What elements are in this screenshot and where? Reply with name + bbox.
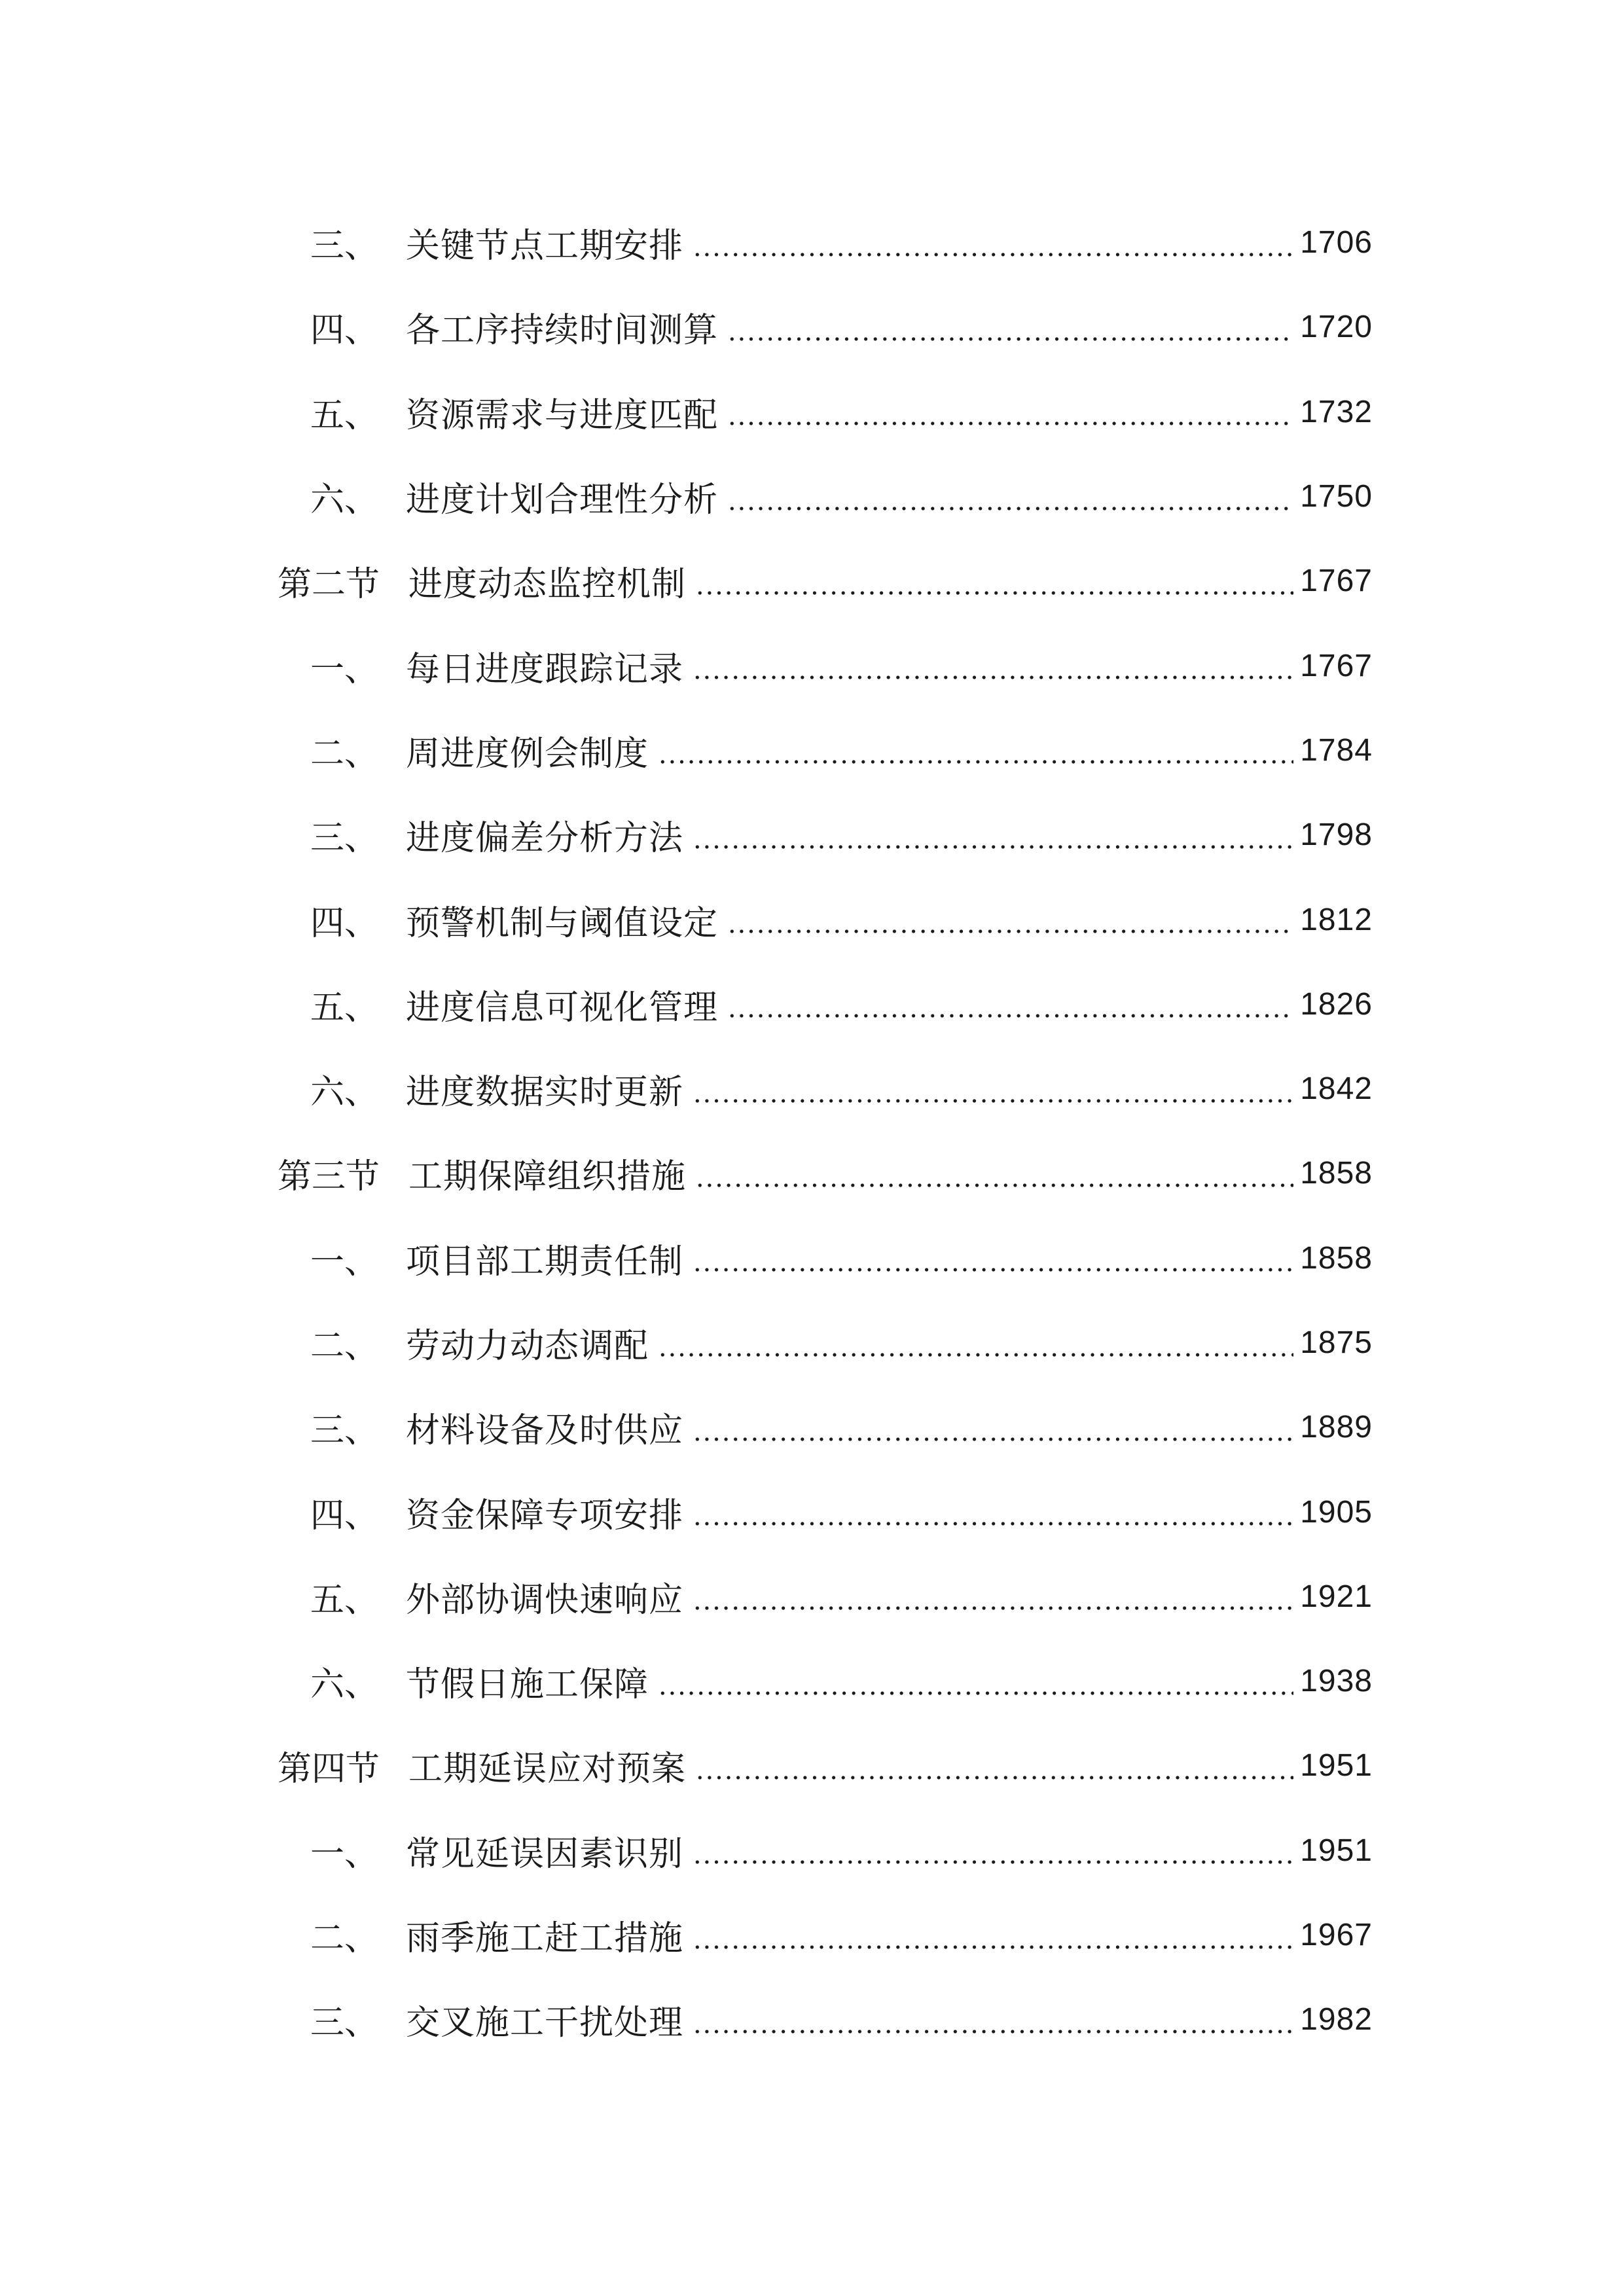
toc-entry-title: 项目部工期责任制 bbox=[406, 1242, 684, 1282]
dot-leader bbox=[727, 507, 1293, 511]
toc-section-title: 进度动态监控机制 bbox=[408, 565, 687, 605]
toc-entry[interactable] bbox=[0, 793, 1624, 877]
toc-entry-page: 1732 bbox=[1300, 394, 1373, 429]
toc-entry-title: 进度数据实时更新 bbox=[406, 1073, 684, 1113]
toc-entry-number: 一、 bbox=[310, 1834, 379, 1874]
toc-entry-page: 1826 bbox=[1300, 986, 1373, 1022]
dot-leader bbox=[658, 1691, 1293, 1695]
toc-entry-page: 1875 bbox=[1300, 1325, 1373, 1360]
toc-entry-title: 关键节点工期安排 bbox=[406, 226, 684, 266]
toc-entry-number: 四、 bbox=[310, 903, 379, 943]
toc-section-title: 工期保障组织措施 bbox=[408, 1157, 687, 1197]
toc-entry-number: 二、 bbox=[310, 1327, 379, 1366]
toc-entry[interactable] bbox=[0, 285, 1624, 369]
dot-leader bbox=[693, 845, 1293, 849]
toc-entry-number: 一、 bbox=[310, 649, 379, 689]
toc-entry-title: 劳动力动态调配 bbox=[406, 1327, 649, 1366]
dot-leader bbox=[693, 1099, 1293, 1103]
dot-leader bbox=[727, 337, 1293, 341]
toc-entry-number: 三、 bbox=[310, 2003, 379, 2043]
toc-entry-title: 常见延误因素识别 bbox=[406, 1834, 684, 1874]
toc-entry-number: 五、 bbox=[310, 988, 379, 1028]
dot-leader bbox=[693, 1437, 1293, 1441]
dot-leader bbox=[695, 591, 1293, 595]
toc-entry-page: 1750 bbox=[1300, 479, 1373, 514]
toc-entry-page: 1951 bbox=[1300, 1833, 1373, 1868]
toc-entry-title: 节假日施工保障 bbox=[406, 1665, 649, 1705]
toc-entry-page: 1858 bbox=[1300, 1156, 1373, 1191]
toc-entry-page: 1767 bbox=[1300, 648, 1373, 683]
toc-entry-page: 1967 bbox=[1300, 1918, 1373, 1953]
toc-entry-page: 1889 bbox=[1300, 1410, 1373, 1445]
dot-leader bbox=[693, 1522, 1293, 1526]
toc-section-number: 第四节 bbox=[278, 1749, 380, 1789]
dot-leader bbox=[693, 1268, 1293, 1272]
toc-entry[interactable] bbox=[0, 200, 1624, 285]
toc-entry-title: 外部协调快速响应 bbox=[406, 1580, 684, 1620]
toc-entry-page: 1842 bbox=[1300, 1071, 1373, 1107]
toc-entry-title: 进度信息可视化管理 bbox=[406, 988, 719, 1028]
toc-entry[interactable] bbox=[0, 1808, 1624, 1893]
toc-entry-title: 每日进度跟踪记录 bbox=[406, 649, 684, 689]
toc-entry[interactable] bbox=[0, 1554, 1624, 1639]
toc-entry-page: 1767 bbox=[1300, 564, 1373, 599]
dot-leader bbox=[658, 760, 1293, 764]
dot-leader bbox=[693, 675, 1293, 679]
toc-entry-number: 五、 bbox=[310, 395, 379, 435]
toc-entry-number: 三、 bbox=[310, 1411, 379, 1451]
toc-entry-title: 预警机制与阈值设定 bbox=[406, 903, 719, 943]
toc-entry-number: 三、 bbox=[310, 819, 379, 859]
dot-leader bbox=[693, 1945, 1293, 1949]
toc-entry-number: 六、 bbox=[310, 1073, 379, 1113]
toc-entry[interactable] bbox=[0, 1893, 1624, 1977]
toc-entry-title: 各工序持续时间测算 bbox=[406, 311, 719, 351]
toc-entry-number: 四、 bbox=[310, 1496, 379, 1535]
toc-entry-number: 二、 bbox=[310, 1919, 379, 1959]
dot-leader bbox=[695, 1776, 1293, 1780]
toc-entry-page: 1812 bbox=[1300, 902, 1373, 937]
toc-entry-page: 1706 bbox=[1300, 225, 1373, 260]
dot-leader bbox=[727, 929, 1293, 933]
toc-section-entry[interactable] bbox=[0, 539, 1624, 623]
dot-leader bbox=[693, 253, 1293, 257]
toc-entry[interactable] bbox=[0, 454, 1624, 539]
toc-entry[interactable] bbox=[0, 370, 1624, 454]
toc-entry[interactable] bbox=[0, 1047, 1624, 1131]
toc-entry[interactable] bbox=[0, 1469, 1624, 1554]
dot-leader bbox=[693, 1860, 1293, 1864]
toc-entry[interactable] bbox=[0, 623, 1624, 708]
toc-entry-number: 一、 bbox=[310, 1242, 379, 1282]
toc-entry-title: 材料设备及时供应 bbox=[406, 1411, 684, 1451]
toc-entry-page: 1982 bbox=[1300, 2002, 1373, 2037]
toc-entry-page: 1858 bbox=[1300, 1240, 1373, 1276]
toc-entry-page: 1905 bbox=[1300, 1494, 1373, 1530]
toc-section-entry[interactable] bbox=[0, 1723, 1624, 1808]
dot-leader bbox=[658, 1353, 1293, 1357]
dot-leader bbox=[693, 2030, 1293, 2034]
table-of-contents bbox=[0, 200, 1624, 2062]
toc-section-entry[interactable] bbox=[0, 1131, 1624, 1215]
toc-entry-number: 二、 bbox=[310, 734, 379, 774]
toc-entry-title: 资源需求与进度匹配 bbox=[406, 395, 719, 435]
toc-entry-page: 1938 bbox=[1300, 1664, 1373, 1699]
toc-section-title: 工期延误应对预案 bbox=[408, 1749, 687, 1789]
toc-entry-number: 五、 bbox=[310, 1580, 379, 1620]
toc-entry-page: 1951 bbox=[1300, 1748, 1373, 1784]
toc-section-number: 第二节 bbox=[278, 565, 380, 605]
dot-leader bbox=[727, 422, 1293, 425]
toc-entry[interactable] bbox=[0, 1977, 1624, 2062]
toc-entry-number: 六、 bbox=[310, 480, 379, 520]
toc-entry[interactable] bbox=[0, 708, 1624, 793]
toc-section-number: 第三节 bbox=[278, 1157, 380, 1197]
dot-leader bbox=[695, 1183, 1293, 1187]
toc-entry-page: 1921 bbox=[1300, 1579, 1373, 1614]
toc-entry-title: 资金保障专项安排 bbox=[406, 1496, 684, 1535]
dot-leader bbox=[727, 1014, 1293, 1018]
toc-entry-number: 三、 bbox=[310, 226, 379, 266]
toc-entry[interactable] bbox=[0, 962, 1624, 1047]
toc-entry-title: 交叉施工干扰处理 bbox=[406, 2003, 684, 2043]
toc-entry[interactable] bbox=[0, 877, 1624, 961]
toc-entry-title: 周进度例会制度 bbox=[406, 734, 649, 774]
toc-entry[interactable] bbox=[0, 1216, 1624, 1300]
toc-entry-number: 六、 bbox=[310, 1665, 379, 1705]
toc-entry-page: 1720 bbox=[1300, 310, 1373, 345]
toc-entry[interactable] bbox=[0, 1300, 1624, 1385]
dot-leader bbox=[693, 1606, 1293, 1610]
toc-entry-title: 雨季施工赶工措施 bbox=[406, 1919, 684, 1959]
toc-entry[interactable] bbox=[0, 1385, 1624, 1469]
toc-entry-page: 1784 bbox=[1300, 732, 1373, 768]
toc-entry-title: 进度偏差分析方法 bbox=[406, 819, 684, 859]
toc-entry-title: 进度计划合理性分析 bbox=[406, 480, 719, 520]
toc-entry[interactable] bbox=[0, 1639, 1624, 1723]
toc-entry-page: 1798 bbox=[1300, 817, 1373, 853]
toc-entry-number: 四、 bbox=[310, 311, 379, 351]
